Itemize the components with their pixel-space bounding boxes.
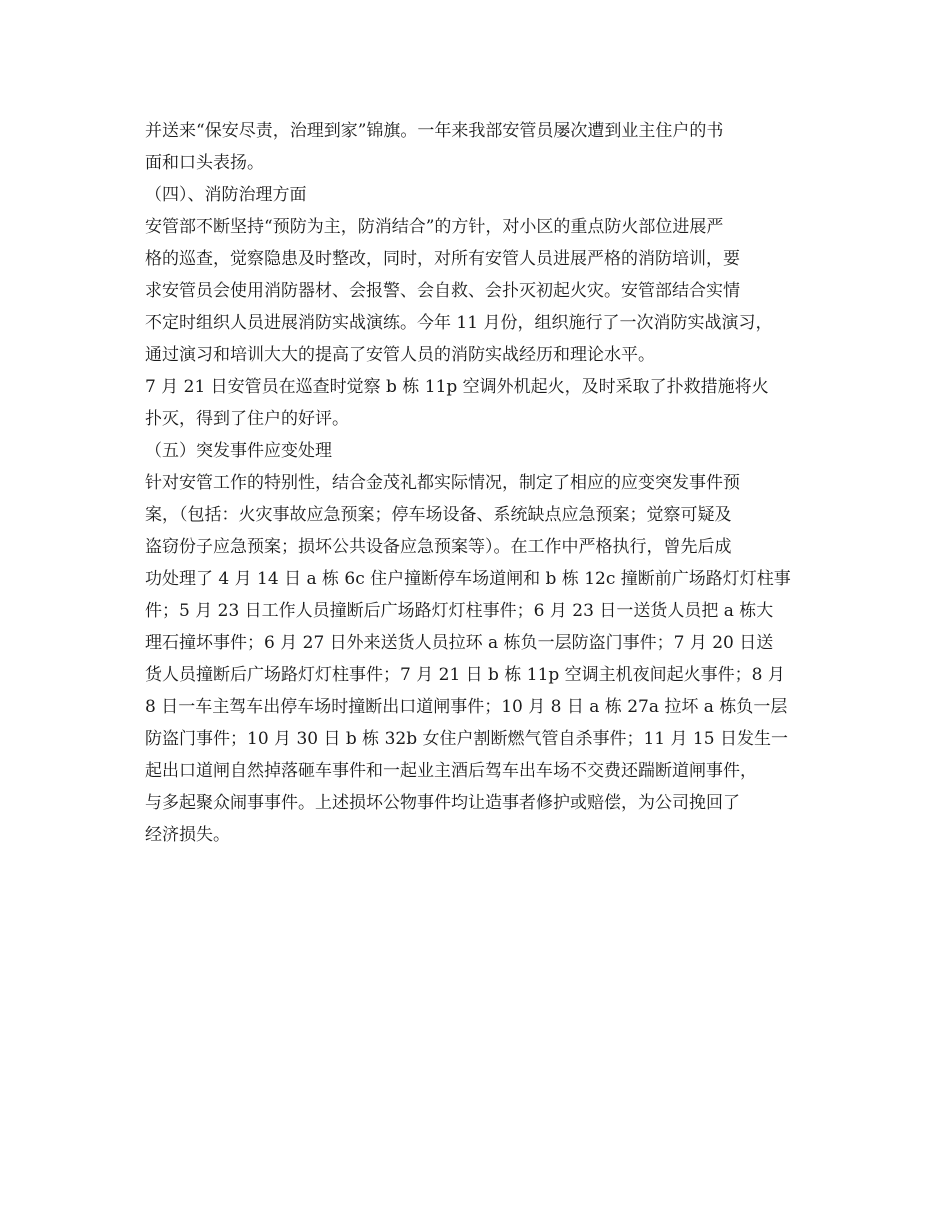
section-heading: （五）突发事件应变处理 — [145, 441, 332, 461]
document-body — [145, 115, 810, 851]
text-line: 功处理了 4 月 14 日 a 栋 6c 住户撞断停车场道闸和 b 栋 12c 撞断前广场路灯灯柱事 — [145, 569, 791, 589]
text-line: 针对安管工作的特别性，结合金茂礼都实际情况，制定了相应的应变突发事件预 — [145, 473, 740, 493]
text-line: 盗窃份子应急预案；损坏公共设备应急预案等）。在工作中严格执行，曾先后成 — [145, 537, 732, 557]
text-line: 扑灭，得到了住户的好评。 — [145, 409, 349, 429]
section-heading: （四）、消防治理方面 — [145, 185, 307, 205]
text-line: 格的巡查，觉察隐患及时整改，同时，对所有安管人员进展严格的消防培训，要 — [145, 249, 740, 269]
text-line: 面和口头表扬。 — [145, 153, 264, 173]
text-line: 经济损失。 — [145, 825, 230, 845]
text-line: 8 日一车主驾车出停车场时撞断出口道闸事件；10 月 8 日 a 栋 27a 拉坏 a 栋负一层 — [145, 697, 788, 717]
text-line: 理石撞坏事件；6 月 27 日外来送货人员拉环 a 栋负一层防盗门事件；7 月 20 日送 — [145, 633, 774, 653]
text-line: 起出口道闸自然掉落砸车事件和一起业主酒后驾车出车场不交费还踹断道闸事件， — [145, 761, 757, 781]
text-line: 并送来“保安尽责，治理到家”锦旗。一年来我部安管员屡次遭到业主住户的书 — [145, 121, 724, 141]
text-line: 安管部不断坚持“预防为主，防消结合”的方针，对小区的重点防火部位进展严 — [145, 217, 724, 237]
text-line: 与多起聚众闹事事件。上述损坏公物事件均让造事者修护或赔偿，为公司挽回了 — [145, 793, 740, 813]
text-line: 防盗门事件；10 月 30 日 b 栋 32b 女住户割断燃气管自杀事件；11 月 15 日发生一 — [145, 729, 788, 749]
text-line: 货人员撞断后广场路灯灯柱事件；7 月 21 日 b 栋 11p 空调主机夜间起火事件；8 月 — [145, 665, 785, 685]
text-line: 7 月 21 日安管员在巡查时觉察 b 栋 11p 空调外机起火，及时采取了扑救措施将火 — [145, 377, 769, 397]
text-line: 通过演习和培训大大的提高了安管人员的消防实战经历和理论水平。 — [145, 345, 655, 365]
text-line: 案，（包括：火灾事故应急预案；停车场设备、系统缺点应急预案；觉察可疑及 — [145, 505, 732, 525]
text-line: 件；5 月 23 日工作人员撞断后广场路灯灯柱事件；6 月 23 日一送货人员把 a 栋大 — [145, 601, 774, 621]
text-line: 求安管员会使用消防器材、会报警、会自救、会扑灭初起火灾。安管部结合实情 — [145, 281, 740, 301]
text-line: 不定时组织人员进展消防实战演练。今年 11 月份，组织施行了一次消防实战演习， — [145, 313, 773, 333]
